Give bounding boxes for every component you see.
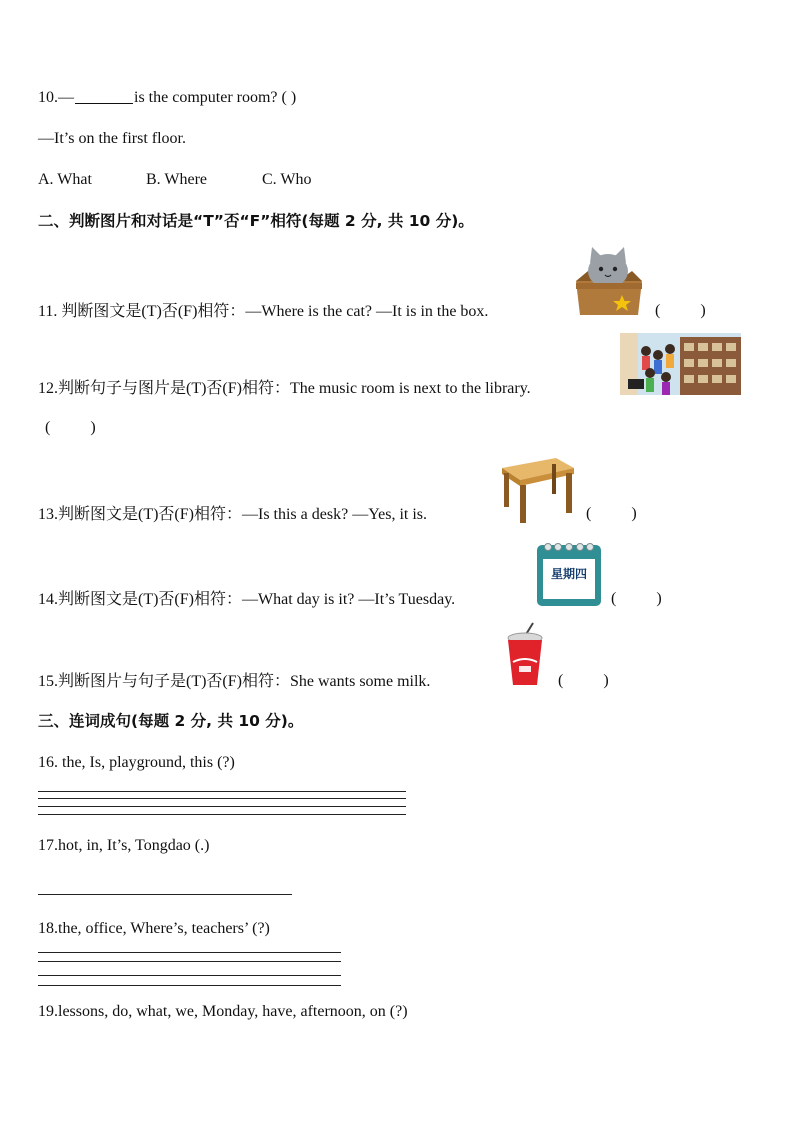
item-18-writing-line[interactable] — [38, 961, 341, 962]
calendar-image — [536, 539, 602, 612]
item-16-writing-line[interactable] — [38, 814, 406, 815]
item-11-answer-paren[interactable]: ( ) — [655, 302, 706, 319]
music-room-library-image — [620, 333, 741, 400]
section-3-heading: 三、连词成句(每题 2 分, 共 10 分)。 — [38, 712, 304, 730]
item-13-answer-paren[interactable]: ( ) — [586, 505, 637, 522]
item-18-writing-line[interactable] — [38, 952, 341, 953]
item-19-text: 19.lessons, do, what, we, Monday, have, afternoon, on (?) — [38, 1003, 408, 1020]
section-2-heading: 二、判断图片和对话是“T”否“F”相符(每题 2 分, 共 10 分)。 — [38, 212, 474, 230]
item-14-answer-paren[interactable]: ( ) — [611, 590, 662, 607]
item-16-writing-line[interactable] — [38, 798, 406, 799]
item-16-text: 16. the, Is, playground, this (?) — [38, 754, 235, 771]
item-14-text: 14.判断图文是(T)否(F)相符：—What day is it? —It’s Tuesday. — [38, 591, 456, 608]
q10-blank — [75, 89, 133, 104]
item-11-text: 11. 判断图文是(T)否(F)相符：—Where is the cat? —It is in the box. — [38, 303, 489, 320]
item-13-text: 13.判断图文是(T)否(F)相符：—Is this a desk? —Yes, it is. — [38, 506, 428, 523]
item-17-writing-line[interactable] — [38, 894, 292, 895]
item-18-writing-line[interactable] — [38, 985, 341, 986]
cola-cup-image — [505, 622, 545, 693]
item-17-text: 17.hot, in, It’s, Tongdao (.) — [38, 837, 210, 854]
item-15-answer-paren[interactable]: ( ) — [558, 672, 609, 689]
q10-option-a: A. What — [38, 171, 92, 188]
item-18-text: 18.the, office, Where’s, teachers’ (?) — [38, 920, 270, 937]
q10-prefix: 10.— — [38, 89, 74, 106]
item-16-writing-line[interactable] — [38, 806, 406, 807]
calendar-day-label: 星期四 — [550, 567, 587, 581]
item-16-writing-line[interactable] — [38, 791, 406, 792]
item-12-text: 12.判断句子与图片是(T)否(F)相符：The music room is next to the library. — [38, 380, 531, 397]
item-15-text: 15.判断图片与句子是(T)否(F)相符：She wants some milk. — [38, 673, 431, 690]
item-18-writing-line[interactable] — [38, 975, 341, 976]
q10-option-c: C. Who — [262, 171, 312, 188]
q10-answer-line: —It’s on the first floor. — [38, 130, 186, 147]
q10-options — [38, 170, 311, 190]
question-10 — [38, 88, 296, 108]
q10-suffix: is the computer room? ( ) — [134, 89, 297, 106]
item-12-answer-paren[interactable]: ( ) — [45, 419, 96, 436]
desk-image — [500, 456, 576, 529]
cat-in-box-image — [572, 243, 646, 324]
q10-option-b: B. Where — [146, 171, 208, 188]
